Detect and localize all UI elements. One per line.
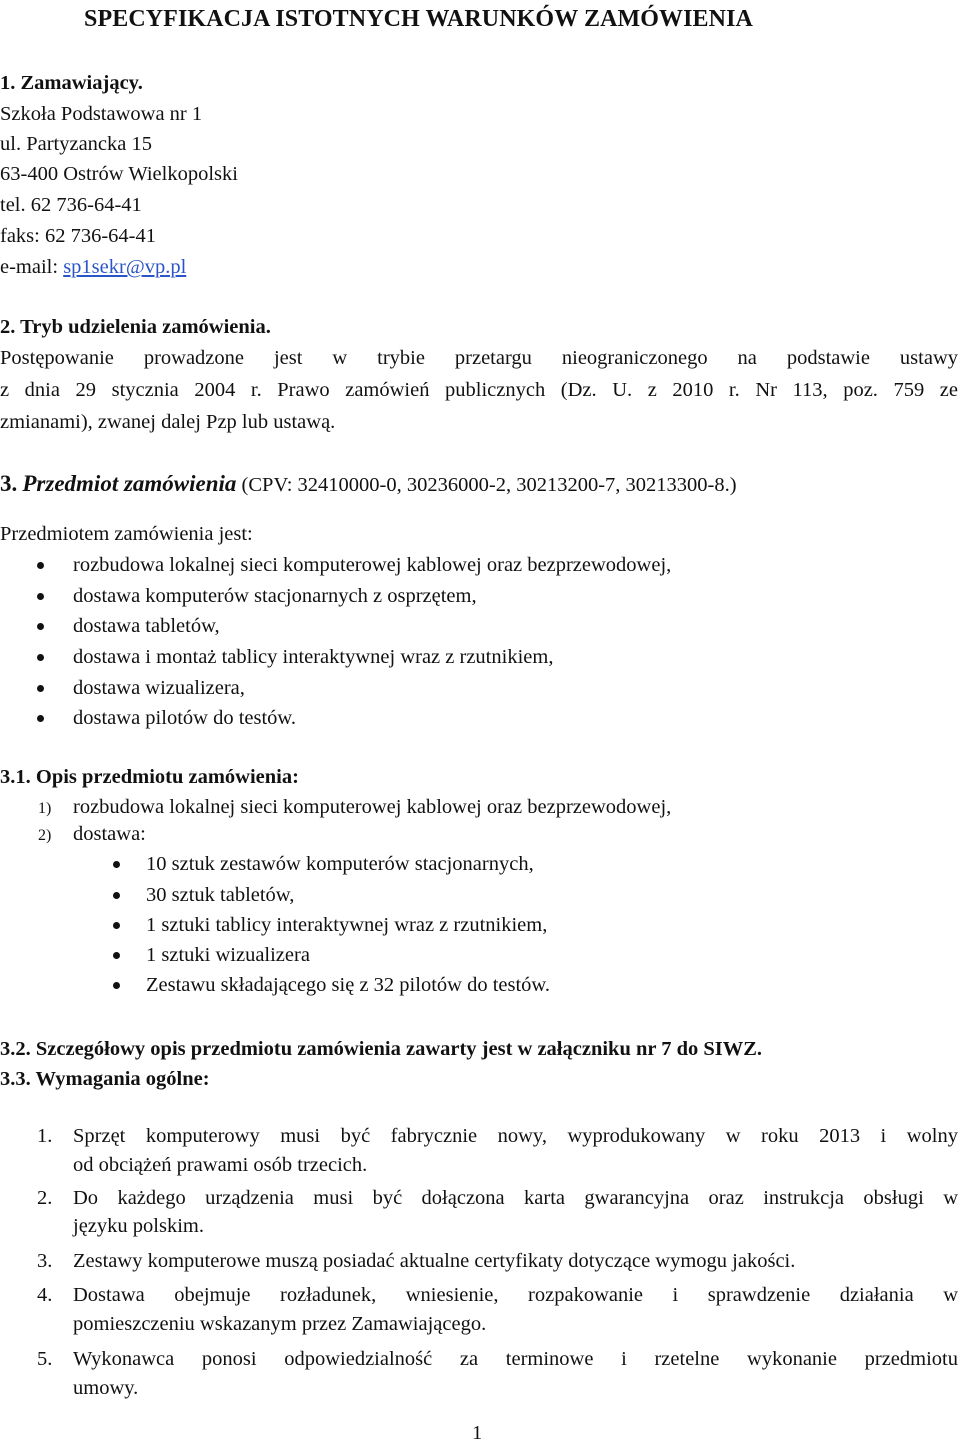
sub-list-item: Zestawu składającego się z 32 pilotów do testów. xyxy=(146,974,551,996)
email-label: e-mail: xyxy=(0,256,64,278)
document-title: SPECYFIKACJA ISTOTNYCH WARUNKÓW ZAMÓWIENIA xyxy=(84,6,753,32)
bullet-icon xyxy=(37,623,44,630)
section-3-heading xyxy=(0,472,737,496)
requirement-line: umowy. xyxy=(73,1377,139,1399)
section-2-text-line: zmianami), zwanej dalej Pzp lub ustawą. xyxy=(0,411,336,433)
list-item: dostawa: xyxy=(73,823,146,845)
address-line: ul. Partyzancka 15 xyxy=(0,133,152,155)
section-2-text-line: Postępowanie prowadzone jest w trybie przetargu nieograniczonego na podstawie ustawy xyxy=(0,347,958,369)
sub-list-item: 1 sztuki wizualizera xyxy=(146,944,310,966)
list-number: 4. xyxy=(37,1284,53,1306)
section-3-cpv: (CPV: 32410000-0, 30236000-2, 30213200-7, 30213300-8.) xyxy=(236,474,737,496)
bullet-icon xyxy=(37,654,44,661)
fax-line: faks: 62 736-64-41 xyxy=(0,225,157,247)
section-3-1-heading: 3.1. Opis przedmiotu zamówienia: xyxy=(0,766,299,788)
section-3-3-heading: 3.3. Wymagania ogólne: xyxy=(0,1068,210,1090)
requirement-line: pomieszczeniu wskazanym przez Zamawiającego. xyxy=(73,1313,487,1335)
sub-list-item: 30 sztuk tabletów, xyxy=(146,884,295,906)
bullet-icon xyxy=(113,952,120,959)
phone-line: tel. 62 736-64-41 xyxy=(0,194,142,216)
list-item: dostawa i montaż tablicy interaktywnej wraz z rzutnikiem, xyxy=(73,646,554,668)
requirement-line: Sprzęt komputerowy musi być fabrycznie nowy, wyprodukowany w roku 2013 i wolny xyxy=(73,1125,958,1147)
section-3-title: Przedmiot zamówienia xyxy=(22,471,237,496)
sub-list-item: 1 sztuki tablicy interaktywnej wraz z rzutnikiem, xyxy=(146,914,548,936)
requirement-line: Zestawy komputerowe muszą posiadać aktualne certyfikaty dotyczące wymogu jakości. xyxy=(73,1250,796,1272)
section-3-intro: Przedmiotem zamówienia jest: xyxy=(0,523,253,545)
page-number: 1 xyxy=(472,1422,483,1444)
list-item: rozbudowa lokalnej sieci komputerowej kablowej oraz bezprzewodowej, xyxy=(73,796,672,818)
section-2-text-line: z dnia 29 stycznia 2004 r. Prawo zamówień publicznych (Dz. U. z 2010 r. Nr 113, poz. 759 ze xyxy=(0,379,958,401)
list-number: 2. xyxy=(37,1187,53,1209)
list-item: dostawa pilotów do testów. xyxy=(73,707,297,729)
list-item: rozbudowa lokalnej sieci komputerowej kablowej oraz bezprzewodowej, xyxy=(73,554,672,576)
list-item: dostawa komputerów stacjonarnych z osprzętem, xyxy=(73,585,477,607)
requirement-line: Do każdego urządzenia musi być dołączona karta gwarancyjna oraz instrukcja obsługi w xyxy=(73,1187,958,1209)
section-2-heading: 2. Tryb udzielenia zamówienia. xyxy=(0,316,271,338)
bullet-icon xyxy=(113,982,120,989)
section-3-number: 3. xyxy=(0,471,18,496)
bullet-icon xyxy=(113,861,120,868)
requirement-line: od obciążeń prawami osób trzecich. xyxy=(73,1154,368,1176)
bullet-icon xyxy=(37,593,44,600)
email-link[interactable]: sp1sekr@vp.pl xyxy=(63,256,187,278)
list-item: dostawa wizualizera, xyxy=(73,677,245,699)
bullet-icon xyxy=(37,562,44,569)
email-line xyxy=(0,257,186,278)
address-line: 63-400 Ostrów Wielkopolski xyxy=(0,163,238,185)
requirement-line: języku polskim. xyxy=(73,1215,204,1237)
requirement-line: Wykonawca ponosi odpowiedzialność za terminowe i rzetelne wykonanie przedmiotu xyxy=(73,1348,958,1370)
requirement-line: Dostawa obejmuje rozładunek, wniesienie, rozpakowanie i sprawdzenie działania w xyxy=(73,1284,958,1306)
address-line: Szkoła Podstawowa nr 1 xyxy=(0,103,203,125)
list-item: dostawa tabletów, xyxy=(73,615,220,637)
list-number: 3. xyxy=(37,1250,53,1272)
section-1-heading: 1. Zamawiający. xyxy=(0,72,143,94)
list-number: 1. xyxy=(37,1125,53,1147)
section-3-2-heading: 3.2. Szczegółowy opis przedmiotu zamówienia zawarty jest w załączniku nr 7 do SIWZ. xyxy=(0,1038,763,1060)
list-number: 5. xyxy=(37,1348,53,1370)
bullet-icon xyxy=(113,922,120,929)
bullet-icon xyxy=(37,685,44,692)
list-number: 2) xyxy=(38,827,52,844)
sub-list-item: 10 sztuk zestawów komputerów stacjonarnych, xyxy=(146,853,534,875)
bullet-icon xyxy=(37,715,44,722)
list-number: 1) xyxy=(38,800,52,817)
bullet-icon xyxy=(113,892,120,899)
